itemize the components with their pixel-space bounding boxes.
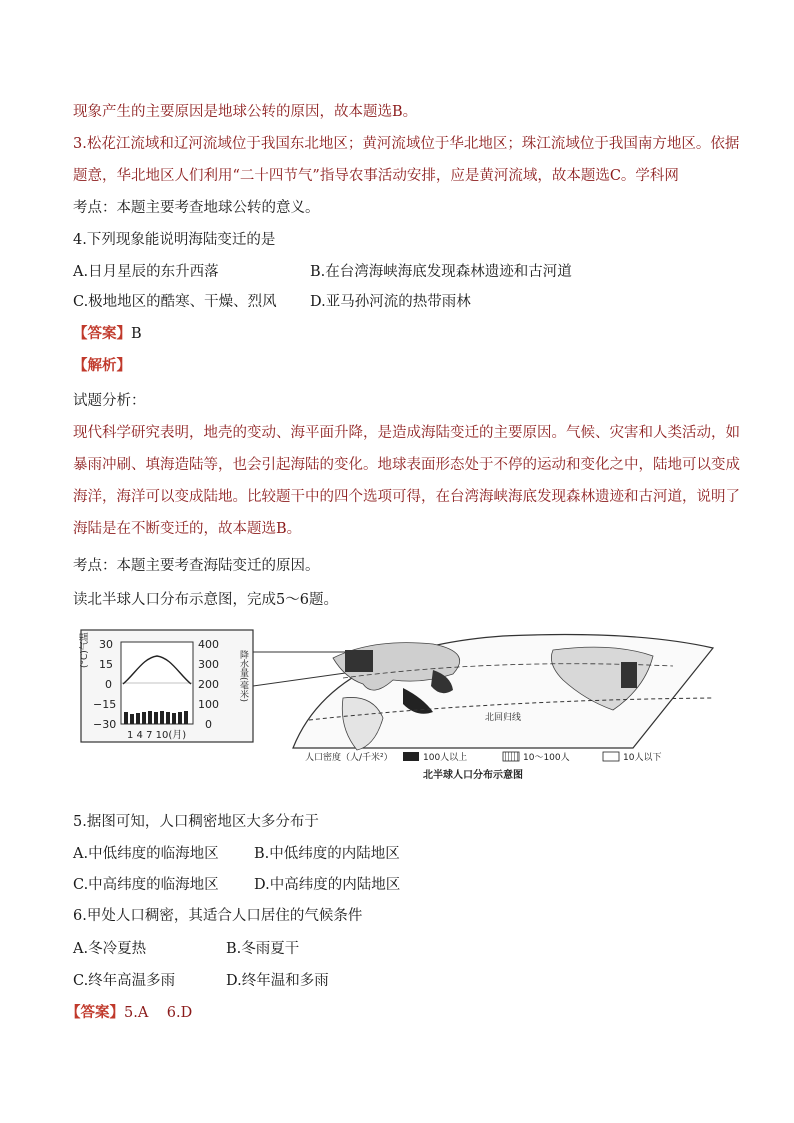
precip-bar	[166, 712, 170, 724]
answer-line	[73, 324, 142, 344]
text-line: 3.松花江流域和辽河流域位于我国东北地区；黄河流域位于华北地区；珠江流域位于我国南方地区。依据	[73, 136, 740, 152]
tick-right-400: 400	[198, 638, 219, 651]
legend-swatch-high	[403, 752, 419, 761]
legend-swatch-low	[603, 752, 619, 761]
tick-left-n15: −15	[93, 698, 117, 711]
tick-right-100: 100	[198, 698, 219, 711]
answer-label: 【答案】	[73, 325, 131, 342]
answer-value: B	[131, 326, 142, 342]
analysis-paragraph: 现代科学研究表明，地壳的变动、海平面升降，是造成海陆变迁的主要原因。气候、灾害和人类活动，如	[73, 425, 740, 441]
option-b: B.在台湾海峡海底发现森林遗迹和古河道	[310, 264, 572, 280]
tick-right-200: 200	[198, 678, 219, 691]
figure-svg	[73, 628, 723, 790]
precip-bar	[130, 714, 134, 724]
legend-title: 人口密度（人/千米²）	[305, 753, 393, 763]
left-axis-label: (°C)气温	[80, 632, 90, 668]
dense-region-north-america	[621, 662, 637, 688]
precip-bar	[124, 712, 128, 724]
precip-bar	[172, 713, 176, 724]
map-title: 北半球人口分布示意图	[423, 770, 523, 781]
tick-right-300: 300	[198, 658, 219, 671]
option-a: A.日月星辰的东升西落	[73, 264, 219, 280]
option-b: B.中低纬度的内陆地区	[254, 846, 400, 862]
population-figure	[73, 628, 723, 790]
question-6-stem: 6.甲处人口稠密，其适合人口居住的气候条件	[73, 908, 363, 924]
answer-value: 5.A 6.D	[124, 1005, 193, 1021]
tick-left-30: 30	[99, 638, 113, 651]
answer-label: 【答案】	[66, 1004, 124, 1021]
tick-left-0: 0	[105, 678, 112, 691]
analysis-paragraph: 暴雨冲刷、填海造陆等，也会引起海陆的变化。地球表面形态处于不停的运动和变化之中，陆地可以变成	[73, 457, 740, 473]
right-axis-label: 降水量(毫米)	[238, 650, 248, 703]
precip-bar	[142, 712, 146, 724]
option-c: C.中高纬度的临海地区	[73, 877, 219, 893]
analysis-label: 【解析】	[73, 357, 131, 374]
tick-right-0: 0	[205, 718, 212, 731]
option-c: C.极地地区的酷寒、干燥、烈风	[73, 294, 277, 310]
answer-line	[66, 1003, 192, 1023]
option-a: A.冬冷夏热	[73, 941, 147, 957]
option-a: A.中低纬度的临海地区	[73, 846, 219, 862]
option-c: C.终年高温多雨	[73, 973, 176, 989]
dense-region-europe	[345, 650, 373, 672]
map-legend	[305, 751, 661, 781]
question-4-stem: 4.下列现象能说明海陆变迁的是	[73, 232, 276, 248]
hemisphere-map	[293, 635, 713, 751]
analysis-title: 试题分析：	[73, 393, 146, 409]
option-d: D.亚马孙河流的热带雨林	[310, 294, 471, 310]
legend-swatch-mid	[503, 752, 519, 761]
analysis-paragraph: 海洋，海洋可以变成陆地。比较题干中的四个选项可得，在台湾海峡海底发现森林遗迹和古河道，说明了	[73, 489, 740, 505]
legend-high: 100人以上	[423, 753, 468, 763]
precip-bar	[148, 711, 152, 724]
text-line: 现象产生的主要原因是地球公转的原因，故本题选B。	[73, 104, 418, 120]
option-d: D.中高纬度的内陆地区	[254, 877, 401, 893]
legend-low: 10人以下	[623, 753, 662, 763]
legend-mid: 10～100人	[523, 753, 570, 763]
precip-bar	[184, 711, 188, 724]
kaodian-line: 考点：本题主要考查地球公转的意义。	[73, 200, 320, 216]
text-line: 题意，华北地区人们利用“二十四节气”指导农事活动安排，应是黄河流域，故本题选C。学科网	[73, 168, 679, 184]
tropic-label: 北回归线	[485, 713, 522, 723]
precip-bar	[160, 711, 164, 724]
tick-left-n30: −30	[93, 718, 117, 731]
precip-bar	[136, 713, 140, 724]
option-d: D.终年温和多雨	[226, 973, 329, 989]
analysis-paragraph: 海陆是在不断变迁的，故本题选B。	[73, 521, 302, 537]
kaodian-line: 考点：本题主要考查海陆变迁的原因。	[73, 558, 320, 574]
month-ticks: 1 4 7 10(月)	[127, 730, 187, 741]
figure-intro: 读北半球人口分布示意图，完成5～6题。	[73, 592, 338, 608]
question-5-stem: 5.据图可知，人口稠密地区大多分布于	[73, 814, 319, 830]
precip-bar	[154, 712, 158, 724]
precip-bar	[178, 712, 182, 724]
tick-left-15: 15	[99, 658, 113, 671]
option-b: B.冬雨夏干	[226, 941, 300, 957]
